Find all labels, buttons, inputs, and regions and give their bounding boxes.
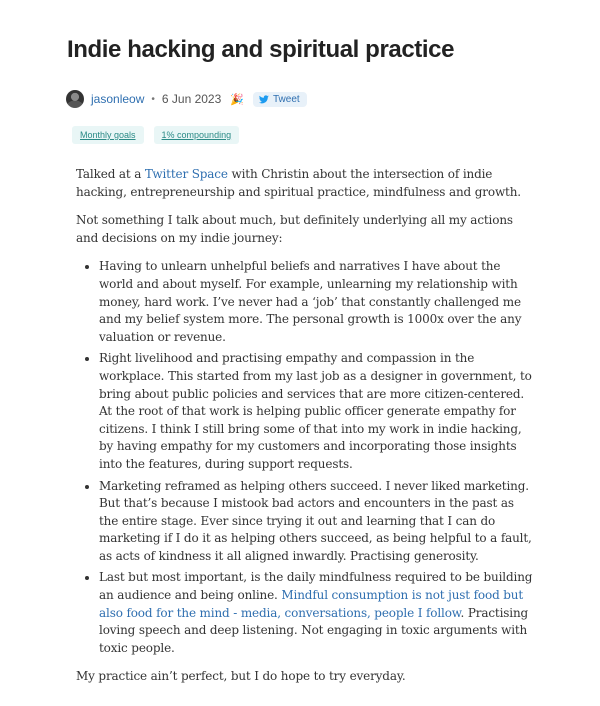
page-title: Indie hacking and spiritual practice <box>67 36 455 63</box>
tweet-button[interactable] <box>253 92 307 107</box>
post-date: 6 Jun 2023 <box>161 92 222 106</box>
twitter-space-link[interactable]: Twitter Space <box>144 167 228 181</box>
party-icon: 🎉 <box>230 93 244 106</box>
list-item: • Marketing reframed as helping others succeed. I never liked marketing. But that’s because I mistook bad actors and encounters in the past as the entire stage. Ever since trying it out and learning that I can do marketing if I do it as helping others succeed, as being helpful to a fault, as acts of kindness it all aligned inwardly. Practising generosity. <box>99 478 534 566</box>
post-meta <box>66 89 307 109</box>
intro-paragraph: Talked at a Twitter Space with Christin about the intersection of indie hacking, entrepreneurship and spiritual practice, mindfulness and growth. <box>76 167 521 199</box>
separator-dot: • <box>151 93 155 105</box>
post-body <box>76 166 534 697</box>
list-item: • Last but most important, is the daily mindfulness required to be building an audience and being online. Mindful consumption is not just food but also food for the mind - media, conversations, people I follow. Practising loving speech and deep listening. Not engaging in toxic arguments with toxic people. <box>99 569 534 657</box>
twitter-bird-icon <box>259 95 269 104</box>
avatar[interactable] <box>66 90 84 108</box>
author-link[interactable]: jasonleow <box>91 92 145 106</box>
closing-paragraph: My practice ain’t perfect, but I do hope to try everyday. <box>76 669 406 684</box>
list-item: • Right livelihood and practising empathy and compassion in the workplace. This started from my last job as a designer in government, to bring about public policies and services that are more citizen-centered. At the root of that work is helping public officer generate empathy for citizens. I think I still bring some of that into my work in indie hacking, by having empathy for my customers and incorporating those insights into the features, during support requests. <box>99 350 534 473</box>
list-item: • Having to unlearn unhelpful beliefs and narratives I have about the world and about myself. For example, unlearning my relationship with money, hard work. I’ve never had a ‘job’ that constantly challenged me and my belief system more. The personal growth is 1000x over the any valuation or revenue. <box>99 258 534 346</box>
lead-paragraph: Not something I talk about much, but definitely underlying all my actions and decisions on my indie journey: <box>76 213 513 245</box>
tag-list <box>72 126 239 144</box>
tweet-label: Tweet <box>272 93 300 105</box>
tag-1-percent-compounding[interactable]: 1% compounding <box>154 126 240 144</box>
tag-monthly-goals[interactable]: Monthly goals <box>72 126 144 144</box>
mindful-consumption-link[interactable]: Mindful consumption is not just food but also food for the mind - media, conversations, people I follow <box>99 588 524 620</box>
practice-list <box>76 258 534 657</box>
